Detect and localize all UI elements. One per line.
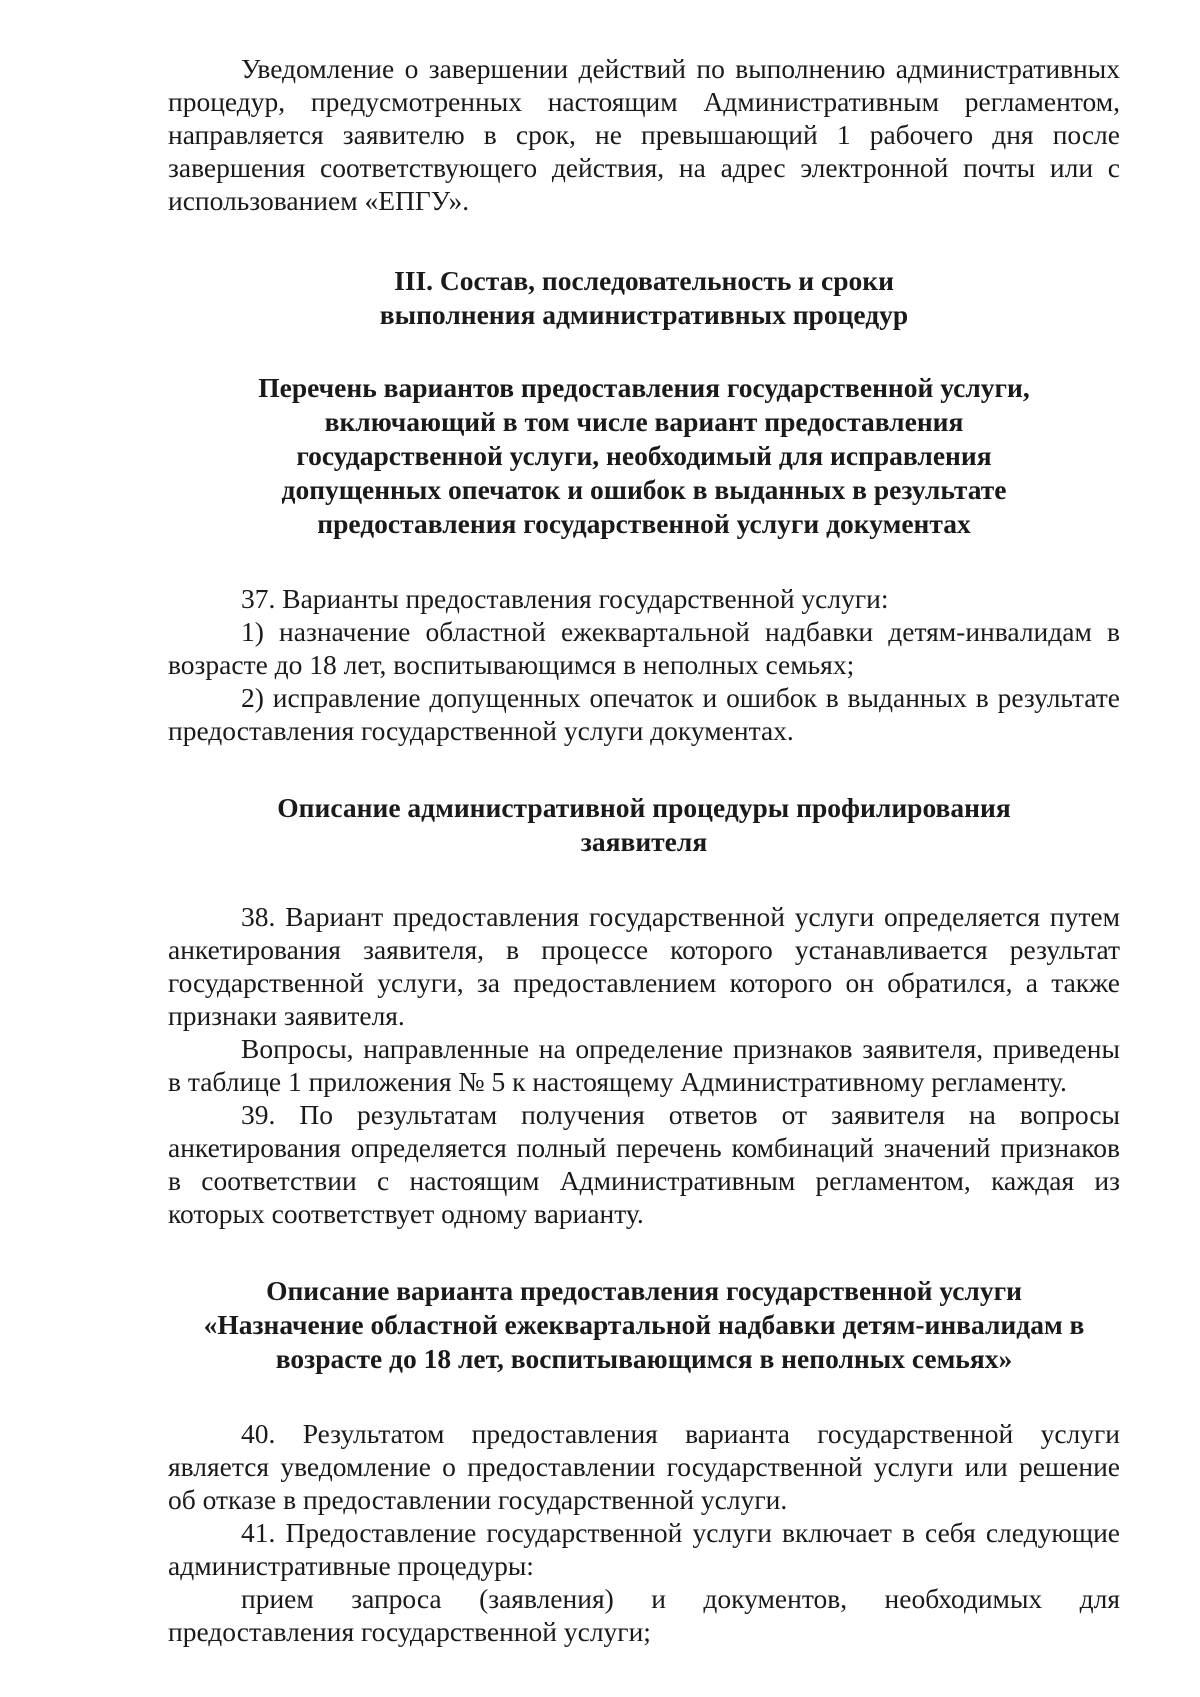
paragraph-39: 39. По результатам получения ответов от заявителя на вопросы анкетирования определяется полный перечень комбинаций значений признаков в соответствии с настоящим Административным регламентом, каждая из которых соответствует одному варианту.	[168, 1099, 1120, 1229]
subheading-line: Перечень вариантов предоставления государственной услуги,	[258, 372, 1030, 403]
subheading-line: предоставления государственной услуги документах	[317, 508, 971, 539]
paragraph-37: 37. Варианты предоставления государственной услуги:	[241, 583, 889, 614]
subheading-line: допущенных опечаток и ошибок в выданных в результате	[281, 474, 1007, 505]
paragraph-41: 41. Предоставление государственной услуги включает в себя следующие административные процедуры:	[168, 1517, 1120, 1581]
paragraph-37-item-2: 2) исправление допущенных опечаток и ошибок в выданных в результате предоставления государственной услуги документах.	[168, 682, 1120, 746]
section-3-title	[168, 264, 1120, 332]
subheading-line: государственной услуги, необходимый для исправления	[296, 440, 992, 471]
subheading-line: заявителя	[580, 826, 708, 857]
spacer	[168, 541, 1120, 582]
paragraph-41-item-1: прием запроса (заявления) и документов, необходимых для предоставления государственной услуги;	[168, 1583, 1120, 1647]
spacer	[168, 332, 1120, 371]
subheading-line: Описание варианта предоставления государственной услуги	[266, 1275, 1022, 1306]
subheading-line: Описание административной процедуры профилирования	[277, 792, 1011, 823]
subheading-line: «Назначение областной ежеквартальной надбавки детям-инвалидам в	[203, 1309, 1085, 1340]
spacer	[168, 1376, 1120, 1417]
subheading-line: возрасте до 18 лет, воспитывающимся в неполных семьях»	[275, 1343, 1013, 1374]
section-3-title-line-1: III. Состав, последовательность и сроки	[394, 265, 894, 296]
spacer	[168, 859, 1120, 900]
intro-paragraph: Уведомление о завершении действий по выполнению административных процедур, предусмотренных настоящим Административным регламентом, направляется заявителю в срок, не превышающий 1 рабочего дня после завершения соответствующего действия, на адрес электронной почты или с использованием «ЕПГУ».	[168, 53, 1120, 216]
paragraph-38: 38. Вариант предоставления государственной услуги определяется путем анкетирования заявителя, в процессе которого устанавливается результат государственной услуги, за предоставлением которого он обратился, а также признаки заявителя.	[168, 901, 1120, 1031]
paragraph-38-questions: Вопросы, направленные на определение признаков заявителя, приведены в таблице 1 приложения № 5 к настоящему Административному регламенту.	[168, 1033, 1120, 1097]
subheading-line: включающий в том числе вариант предоставления	[324, 406, 964, 437]
subheading-variants-list	[168, 371, 1120, 541]
subheading-profiling	[168, 791, 1120, 859]
spacer	[168, 1230, 1120, 1274]
subheading-variant-description	[168, 1274, 1120, 1376]
paragraph-37-item-1: 1) назначение областной ежеквартальной надбавки детям-инвалидам в возрасте до 18 лет, воспитывающимся в неполных семьях;	[168, 616, 1120, 680]
document-page	[168, 52, 1120, 1648]
spacer	[168, 747, 1120, 791]
paragraph-40: 40. Результатом предоставления варианта государственной услуги является уведомление о предоставлении государственной услуги или решение об отказе в предоставлении государственной услуги.	[168, 1418, 1120, 1515]
spacer	[168, 217, 1120, 264]
section-3-title-line-2: выполнения административных процедур	[379, 299, 909, 330]
